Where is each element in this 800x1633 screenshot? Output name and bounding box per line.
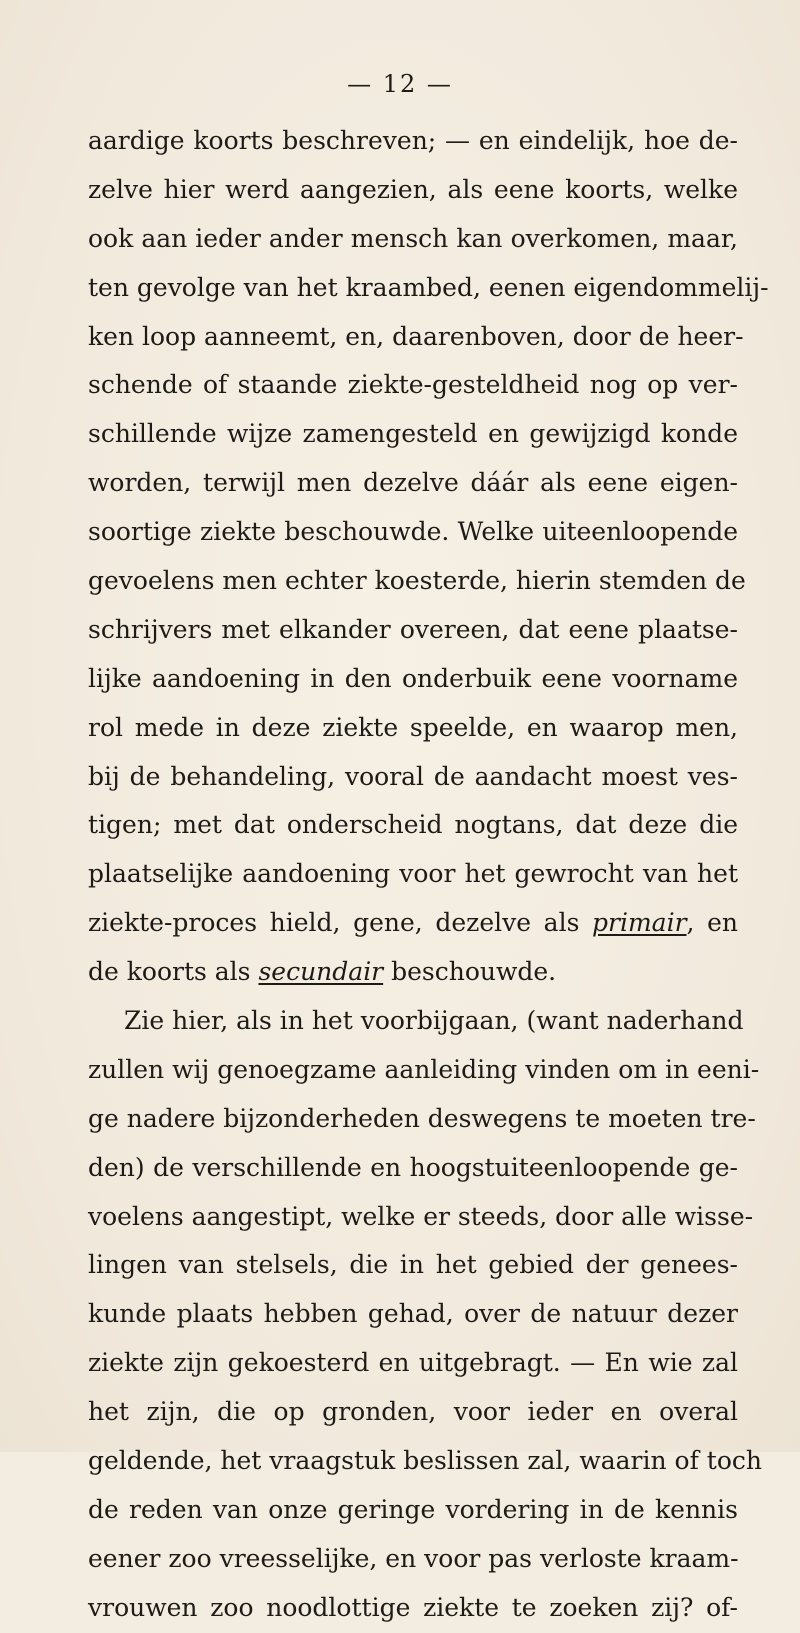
text-line: schende of staande ziekte-gesteldheid nog op ver- [88, 370, 738, 400]
text-line: den) de verschillende en hoogstuiteenloopende ge- [88, 1152, 738, 1182]
text-line: schrijvers met elkander overeen, dat eene plaatse- [88, 614, 738, 644]
text-line: kunde plaats hebben gehad, over de natuur dezer [88, 1299, 738, 1329]
text-run: beschouwde. [383, 957, 557, 987]
text-line: rol mede in deze ziekte speelde, en waarop men, [88, 712, 738, 742]
text-line: geldende, het vraagstuk beslissen zal, waarin of toch [88, 1446, 762, 1476]
text-line: de reden van onze geringe vordering in de kennis [88, 1494, 738, 1524]
text-line: ken loop aanneemt, en, daarenboven, door de heer- [88, 321, 744, 351]
text-line: zullen wij genoegzame aanleiding vinden om in eeni- [88, 1054, 760, 1084]
text-line: ook aan ieder ander mensch kan overkomen, maar, [88, 223, 738, 253]
text-line: bij de behandeling, vooral de aandacht moest ves- [88, 761, 738, 791]
page-number-header: — 12 — [347, 70, 453, 98]
text-line: Zie hier, als in het voorbijgaan, (want naderhand [124, 1006, 744, 1036]
text-line: het zijn, die op gronden, voor ieder en overal [88, 1397, 738, 1427]
body-text [88, 117, 769, 1633]
text-line: tigen; met dat onderscheid nogtans, dat deze die [88, 810, 738, 840]
text-line: voelens aangestipt, welke er steeds, door alle wisse- [88, 1201, 754, 1231]
text-line: soortige ziekte beschouwde. Welke uiteenloopende [88, 517, 738, 547]
text-line: ge nadere bijzonderheden deswegens te moeten tre- [88, 1103, 756, 1133]
text-line: gevoelens men echter koesterde, hierin stemden de [88, 566, 746, 596]
text-line [88, 899, 738, 948]
text-line: lijke aandoening in den onderbuik eene voorname [88, 663, 738, 693]
text-line: vrouwen zoo noodlottige ziekte te zoeken zij? of- [88, 1592, 738, 1622]
italic-term-primair: primair [592, 908, 687, 938]
italic-term-secundair: secundair [258, 957, 384, 987]
text-run: de koorts als [88, 957, 259, 987]
text-line: plaatselijke aandoening voor het gewrocht van het [88, 859, 738, 889]
text-line: eener zoo vreesselijke, en voor pas verloste kraam- [88, 1543, 739, 1573]
text-run: ziekte-proces hield, gene, dezelve als [88, 908, 593, 938]
text-line: zelve hier werd aangezien, als eene koorts, welke [88, 174, 738, 204]
text-line: worden, terwijl men dezelve dáár als eene eigen- [88, 468, 738, 498]
text-line [88, 948, 738, 997]
text-line: schillende wijze zamengesteld en gewijzigd konde [88, 419, 738, 449]
text-line: ten gevolge van het kraambed, eenen eigendommelij- [88, 272, 769, 302]
text-line: ziekte zijn gekoesterd en uitgebragt. — En wie zal [88, 1348, 738, 1378]
text-line: aardige koorts beschreven; — en eindelijk, hoe de- [88, 126, 738, 155]
text-run: , en [686, 908, 738, 938]
text-line: lingen van stelsels, die in het gebied der genees- [88, 1250, 738, 1280]
